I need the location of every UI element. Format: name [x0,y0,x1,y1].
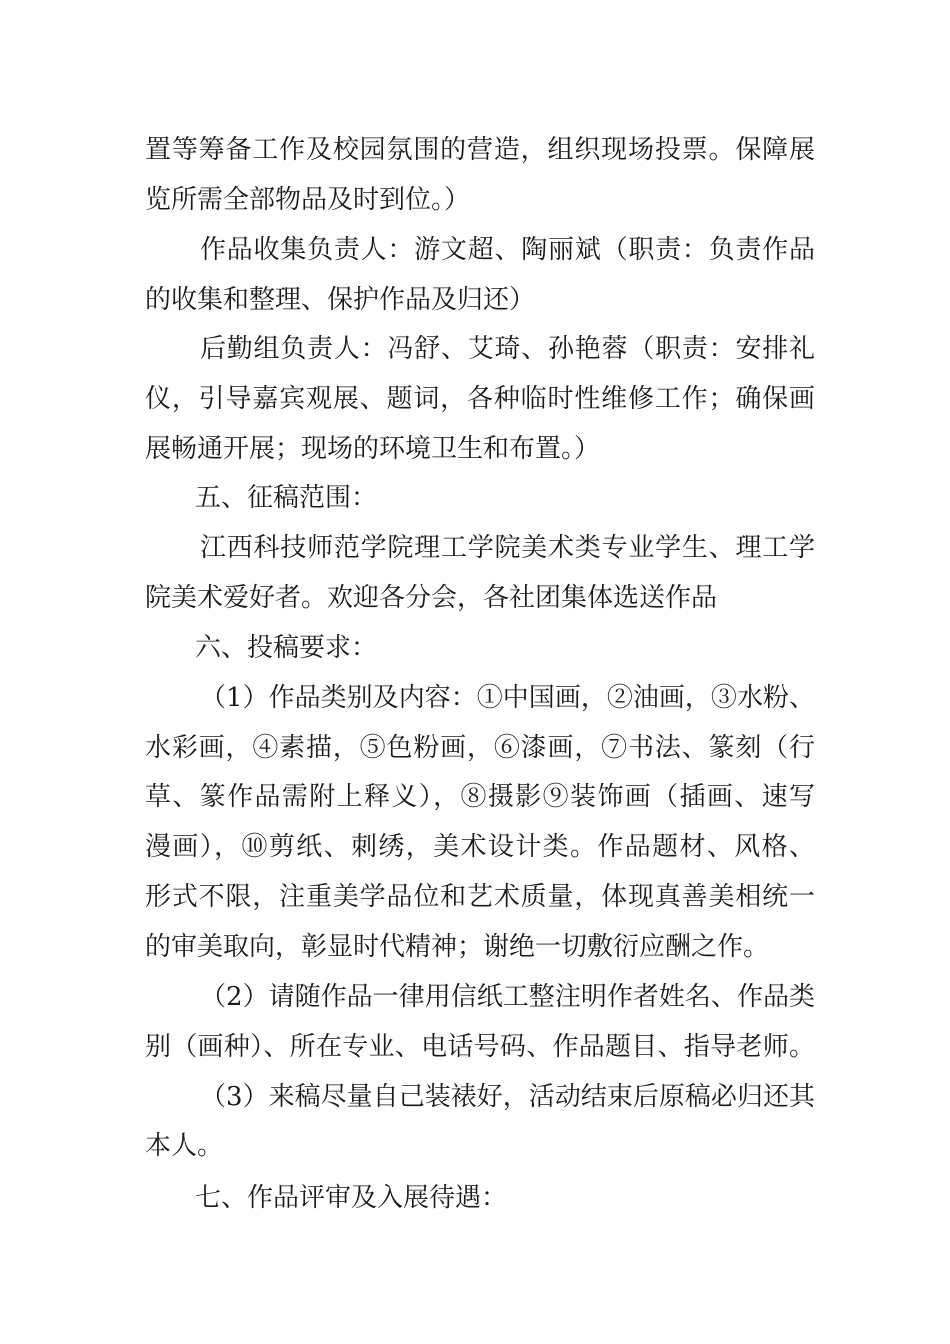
paragraph-line: 漫画），⑩剪纸、刺绣，美术设计类。作品题材、风格、 [145,832,815,862]
paragraph-line: 院美术爱好者。欢迎各分会，各社团集体选送作品 [145,583,718,613]
paragraph-line: 江西科技师范学院理工学院美术类专业学生、理工学 [200,533,815,563]
paragraph-line: （3）来稿尽量自己装裱好，活动结束后原稿必归还其 [200,1082,815,1112]
paragraph-line: 形式不限，注重美学品位和艺术质量，体现真善美相统一 [145,882,815,912]
paragraph-line: 草、篆作品需附上释义），⑧摄影⑨装饰画（插画、速写 [145,782,815,812]
section-heading: 六、投稿要求： [195,633,378,663]
paragraph-line: 的审美取向，彰显时代精神；谢绝一切敷衍应酬之作。 [145,932,770,962]
paragraph-line: 置等筹备工作及校园氛围的营造，组织现场投票。保障展 [145,135,815,165]
paragraph-line: 览所需全部物品及时到位。） [145,185,471,215]
paragraph-line: 作品收集负责人：游文超、陶丽斌（职责：负责作品 [200,235,815,265]
paragraph-line: 仪，引导嘉宾观展、题词，各种临时性维修工作；确保画 [145,384,815,414]
paragraph-line: 水彩画，④素描，⑤色粉画，⑥漆画，⑦书法、篆刻（行 [145,733,815,763]
paragraph-line: 别（画种）、所在专业、电话号码、作品题目、指导老师。 [145,1032,815,1062]
paragraph-line: 本人。 [145,1131,224,1161]
paragraph-line: 展畅通开展；现场的环境卫生和布置。） [145,434,601,464]
paragraph-line: （2）请随作品一律用信纸工整注明作者姓名、作品类 [200,982,815,1012]
section-heading: 七、作品评审及入展待遇： [195,1183,508,1213]
paragraph-line: 的收集和整理、保护作品及归还） [145,285,536,315]
section-heading: 五、征稿范围： [195,483,378,513]
paragraph-line: 后勤组负责人：冯舒、艾琦、孙艳蓉（职责：安排礼 [200,334,815,364]
paragraph-line: （1）作品类别及内容：①中国画，②油画，③水粉、 [200,683,815,713]
